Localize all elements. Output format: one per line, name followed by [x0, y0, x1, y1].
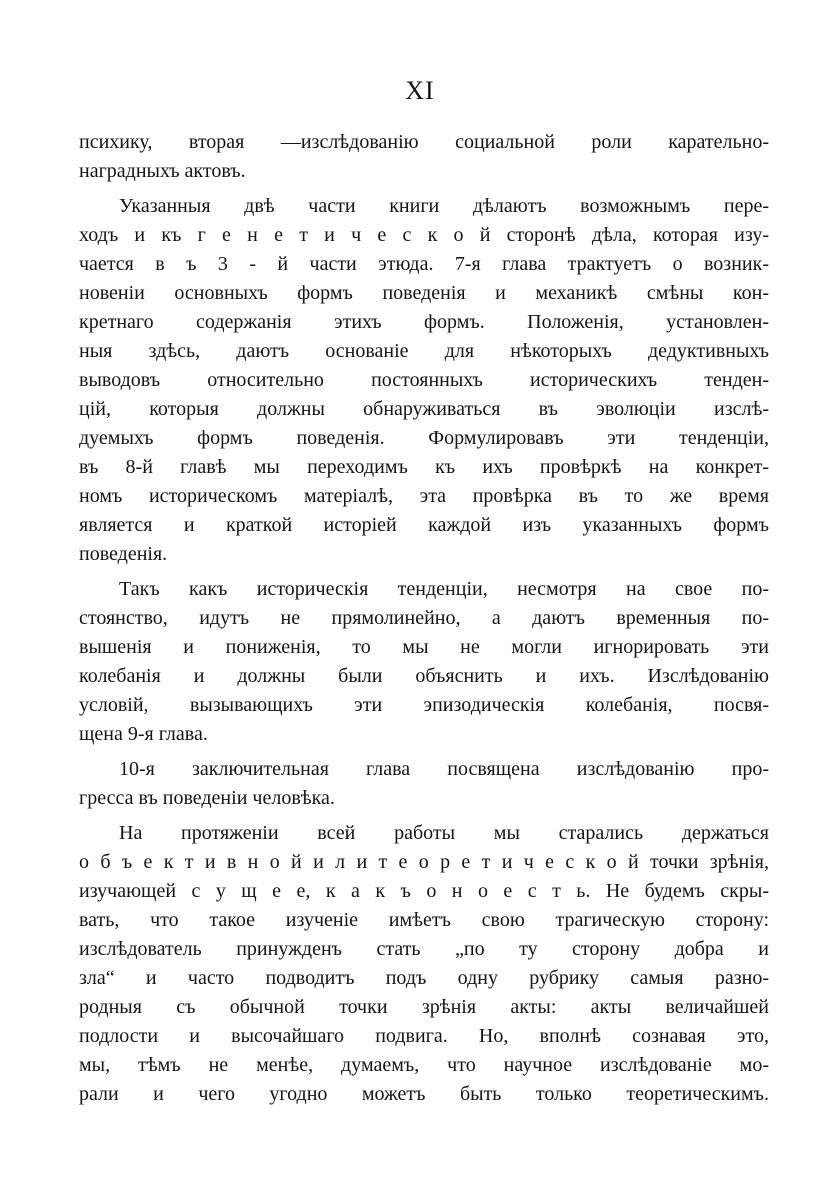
- text-line: номъ историческомъ матеріалѣ, эта провѣрка въ то же время: [79, 485, 769, 507]
- text-line: стоянство, идутъ не прямолинейно, а даютъ временныя по-: [79, 607, 769, 629]
- text-line: ходъ и къ г е н е т и ч е с к о й сторонѣ дѣла, которая изу-: [79, 224, 769, 246]
- text-line: изучающей с у щ е е, к а к ъ о н о е с т ь. Не будемъ скры-: [79, 880, 769, 902]
- text-line: психику, вторая —изслѣдованію социальной роли карательно-: [79, 131, 769, 153]
- text-line: является и краткой исторіей каждой изъ указанныхъ формъ: [79, 514, 769, 536]
- text-line: цій, которыя должны обнаруживаться въ эволюціи изслѣ-: [79, 398, 769, 420]
- text-line: поведенія.: [79, 543, 168, 565]
- text-line: родныя съ обычной точки зрѣнія акты: акты величайшей: [79, 996, 769, 1018]
- text-line: ныя здѣсь, даютъ основаніе для нѣкоторыхъ дедуктивныхъ: [79, 340, 769, 362]
- text-line: новеніи основныхъ формъ поведенія и механикѣ смѣны кон-: [79, 282, 769, 304]
- text-line: щена 9-я глава.: [79, 723, 208, 745]
- text-line: чается в ъ 3 - й части этюда. 7-я глава трактуетъ о возник-: [79, 253, 769, 275]
- paragraph-4: [79, 755, 769, 813]
- text-line: гресса въ поведеніи человѣка.: [79, 787, 335, 809]
- text-line: зла“ и часто подводитъ подъ одну рубрику самыя разно-: [79, 967, 769, 989]
- text-line: Такъ какъ историческія тенденціи, несмотря на свое по-: [119, 578, 769, 600]
- paragraph-2: [79, 192, 769, 569]
- text-line: вать, что такое изученіе имѣетъ свою трагическую сторону:: [79, 909, 769, 931]
- text-line: вышенія и пониженія, то мы не могли игнорировать эти: [79, 636, 769, 658]
- text-line: колебанія и должны были объяснить и ихъ. Изслѣдованію: [79, 665, 769, 687]
- page-number: XI: [405, 76, 435, 105]
- text-line: выводовъ относительно постоянныхъ историческихъ тенден-: [79, 369, 769, 391]
- text-line: наградныхъ актовъ.: [79, 160, 246, 182]
- text-line: изслѣдователь принужденъ стать „по ту сторону добра и: [79, 938, 769, 960]
- text-line: условій, вызывающихъ эти эпизодическія колебанія, посвя-: [79, 694, 769, 716]
- text-line: рали и чего угодно можетъ быть только теоретическимъ.: [79, 1083, 769, 1105]
- text-line: Указанныя двѣ части книги дѣлаютъ возможнымъ пере-: [119, 195, 769, 217]
- paragraph-3: [79, 575, 769, 749]
- text-line: На протяженіи всей работы мы старались держаться: [119, 822, 769, 844]
- text-line: подлости и высочайшаго подвига. Но, вполнѣ сознавая это,: [79, 1025, 769, 1047]
- body-text: [79, 128, 769, 1115]
- paragraph-5: [79, 819, 769, 1109]
- text-line: въ 8-й главѣ мы переходимъ къ ихъ провѣркѣ на конкрет-: [79, 456, 769, 478]
- text-line: о б ъ е к т и в н о й и л и т е о р е т и ч е с к о й точки зрѣнія,: [79, 851, 769, 873]
- text-line: дуемыхъ формъ поведенія. Формулировавъ эти тенденціи,: [79, 427, 769, 449]
- text-line: кретнаго содержанія этихъ формъ. Положенія, установлен-: [79, 311, 769, 333]
- text-line: мы, тѣмъ не менѣе, думаемъ, что научное изслѣдованіе мо-: [79, 1054, 769, 1076]
- text-line: 10-я заключительная глава посвящена изслѣдованію про-: [119, 758, 769, 780]
- paragraph-1: [79, 128, 769, 186]
